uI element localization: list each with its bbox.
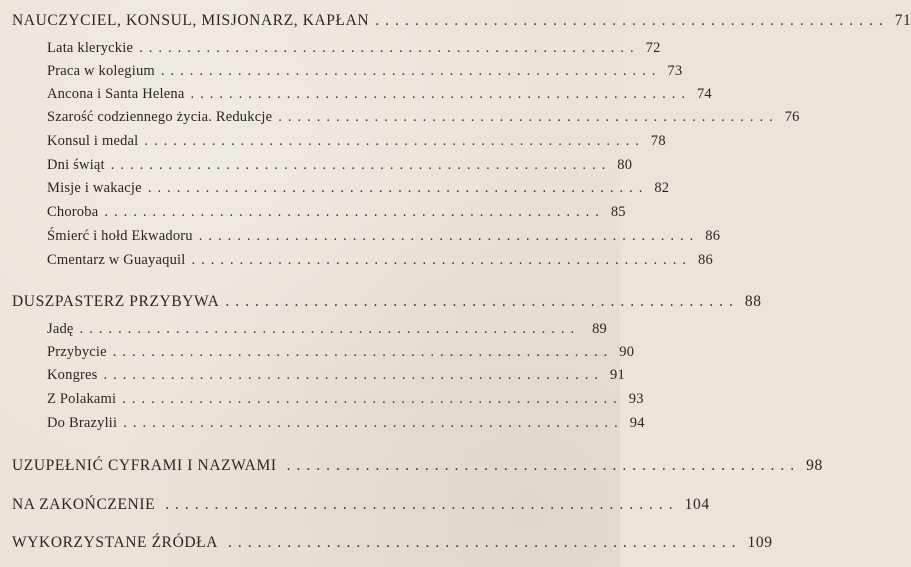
page-number: 86 (705, 228, 721, 244)
toc-entry-row (47, 391, 644, 408)
toc-entry-row (47, 157, 633, 174)
page-number: 90 (619, 344, 635, 360)
page-number: 93 (628, 391, 644, 407)
leader-dots: .................................................... (160, 63, 662, 79)
leader-dots: .................................................... (123, 415, 624, 431)
leader-dots: .................................................... (228, 534, 742, 551)
entry-title: Szarość codziennego życia. Redukcje (47, 109, 273, 125)
toc-entry-row (47, 367, 625, 384)
toc-entry-row (47, 204, 626, 221)
toc-entry-row (47, 344, 635, 361)
leader-dots: .................................................... (122, 391, 623, 407)
leader-dots: .................................................... (278, 109, 779, 125)
toc-entry-row (47, 63, 683, 80)
leader-dots: .................................................... (103, 367, 605, 383)
leader-dots: .................................................... (225, 293, 739, 310)
entry-title: Ancona i Santa Helena (47, 86, 185, 102)
entry-title: Do Brazylii (47, 415, 118, 431)
leader-dots: .................................................... (79, 321, 581, 337)
leader-dots: .................................................... (110, 157, 612, 173)
entry-title: Dni świąt (47, 157, 105, 173)
toc-chapter-row (12, 457, 823, 475)
entry-title: Cmentarz w Guayaquil (47, 252, 186, 268)
chapter-title: DUSZPASTERZ PRZYBYWA (12, 293, 220, 310)
entry-title: Jadę (47, 321, 74, 337)
page-number: 98 (806, 457, 823, 474)
page-number: 73 (667, 63, 683, 79)
leader-dots: .................................................... (286, 457, 801, 474)
leader-dots: .................................................... (375, 12, 889, 29)
entry-title: Choroba (47, 204, 99, 220)
page-number: 104 (684, 496, 710, 513)
toc-chapter-row (12, 496, 710, 514)
toc-chapter-row (12, 293, 762, 311)
leader-dots: .................................................... (147, 180, 649, 196)
page-number: 74 (696, 86, 712, 102)
toc-entry-row (47, 228, 721, 245)
page-number: 86 (698, 252, 713, 268)
leader-dots: .................................................... (191, 252, 692, 268)
toc-entry-row (47, 40, 661, 57)
leader-dots: .................................................... (144, 133, 645, 149)
entry-title: Przybycie (47, 344, 107, 360)
leader-dots: .................................................... (104, 204, 605, 220)
page-number: 85 (610, 204, 626, 220)
page-number: 109 (747, 534, 773, 551)
leader-dots: .................................................... (112, 344, 614, 360)
chapter-title: UZUPEŁNIĆ CYFRAMI I NAZWAMI (12, 457, 277, 474)
toc-entry-row (47, 133, 666, 150)
entry-title: Z Polakami (47, 391, 117, 407)
chapter-title: NAUCZYCIEL, KONSUL, MISJONARZ, KAPŁAN (12, 12, 370, 29)
page-number: 80 (617, 157, 633, 173)
leader-dots: .................................................... (190, 86, 691, 102)
entry-title: Kongres (47, 367, 98, 383)
leader-dots: .................................................... (198, 228, 700, 244)
leader-dots: .................................................... (165, 496, 679, 513)
toc-entry-row (47, 415, 645, 432)
toc-entry-row (47, 86, 712, 103)
entry-title: Lata kleryckie (47, 40, 134, 56)
page-number: 89 (592, 321, 607, 337)
entry-title: Konsul i medal (47, 133, 139, 149)
entry-title: Praca w kolegium (47, 63, 155, 79)
chapter-title: NA ZAKOŃCZENIE (12, 496, 156, 513)
entry-title: Misje i wakacje (47, 180, 142, 196)
page-number: 91 (610, 367, 625, 383)
toc-entry-row (47, 321, 607, 338)
page-number: 76 (784, 109, 800, 125)
page-number: 72 (645, 40, 661, 56)
entry-title: Śmierć i hołd Ekwadoru (47, 228, 193, 244)
toc-entry-row (47, 109, 800, 126)
page-number: 94 (629, 415, 645, 431)
toc-chapter-row (12, 12, 911, 30)
toc-entry-row (47, 180, 670, 197)
leader-dots: .................................................... (139, 40, 640, 56)
page-number: 82 (654, 180, 670, 196)
page-number: 88 (744, 293, 762, 310)
toc-entry-row (47, 252, 713, 269)
page-number: 71 (894, 12, 911, 29)
toc-chapter-row (12, 534, 773, 552)
chapter-title: WYKORZYSTANE ŹRÓDŁA (12, 534, 219, 551)
page-number: 78 (650, 133, 666, 149)
